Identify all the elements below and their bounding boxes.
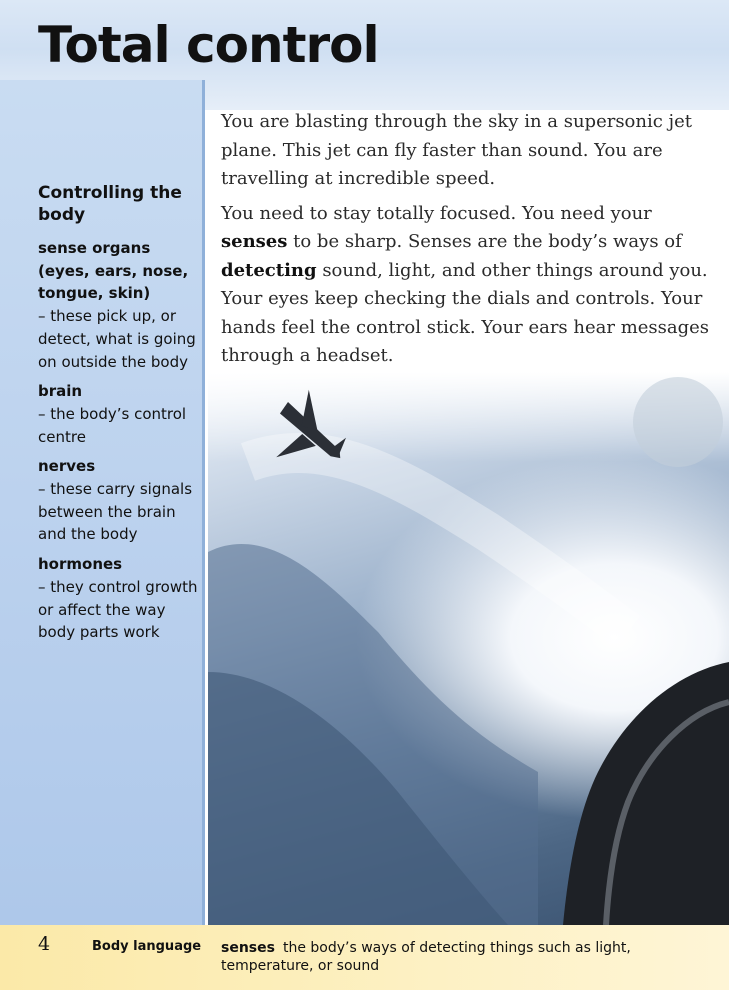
key-term: senses	[221, 231, 288, 252]
glossary-entry	[38, 237, 200, 373]
sidebar-title: Controlling the body	[38, 183, 182, 225]
photo-scene	[208, 372, 729, 925]
footer-glossary-definition: the body’s ways of detecting things such as light, temperature, or sound	[221, 940, 631, 974]
body-run: to be sharp. Senses are the body’s ways of	[287, 231, 682, 252]
body-run: sound, light, and other things around you. Your eyes keep checking the dials and controls. Your hands feel the control stick. Your ears hear messages through a headset.	[221, 259, 710, 366]
glossary-term: brain	[38, 382, 83, 401]
glossary-entry	[38, 455, 200, 546]
page-title: Total control	[38, 16, 379, 74]
body-paragraph-1	[221, 108, 711, 194]
key-term: detecting	[221, 259, 317, 281]
glossary-term: nerves	[38, 457, 96, 476]
book-title: Body language	[92, 939, 202, 954]
glossary-entry	[38, 553, 200, 644]
footer-bar	[0, 925, 729, 990]
glossary-definition: – the body’s control centre	[38, 404, 187, 446]
glossary-entry	[38, 380, 200, 448]
body-run: You need to stay totally focused. You need your	[221, 202, 652, 224]
body-run: You are blasting through the sky in a supersonic jet plane. This jet can fly faster than sound. You are travelling at incredible speed.	[221, 111, 693, 189]
footer-glossary-word: senses	[221, 940, 275, 956]
glossary-definition: – they control growth or affect the way body parts work	[38, 577, 198, 642]
body-paragraph-2	[221, 200, 711, 371]
page-number: 4	[38, 933, 51, 955]
footer-glossary	[221, 939, 671, 975]
glossary-term: sense organs (eyes, ears, nose, tongue, skin)	[38, 239, 189, 303]
canopy-reflection	[633, 377, 723, 467]
glossary-definition: – these pick up, or detect, what is going on outside the body	[38, 307, 196, 371]
glossary-term: hormones	[38, 555, 123, 574]
sidebar-glossary	[38, 237, 200, 651]
fighter-jet-photo	[208, 372, 729, 925]
body-text	[221, 108, 711, 377]
cockpit-canopy-frame	[563, 662, 729, 925]
glossary-definition: – these carry signals between the brain and the body	[38, 480, 193, 544]
